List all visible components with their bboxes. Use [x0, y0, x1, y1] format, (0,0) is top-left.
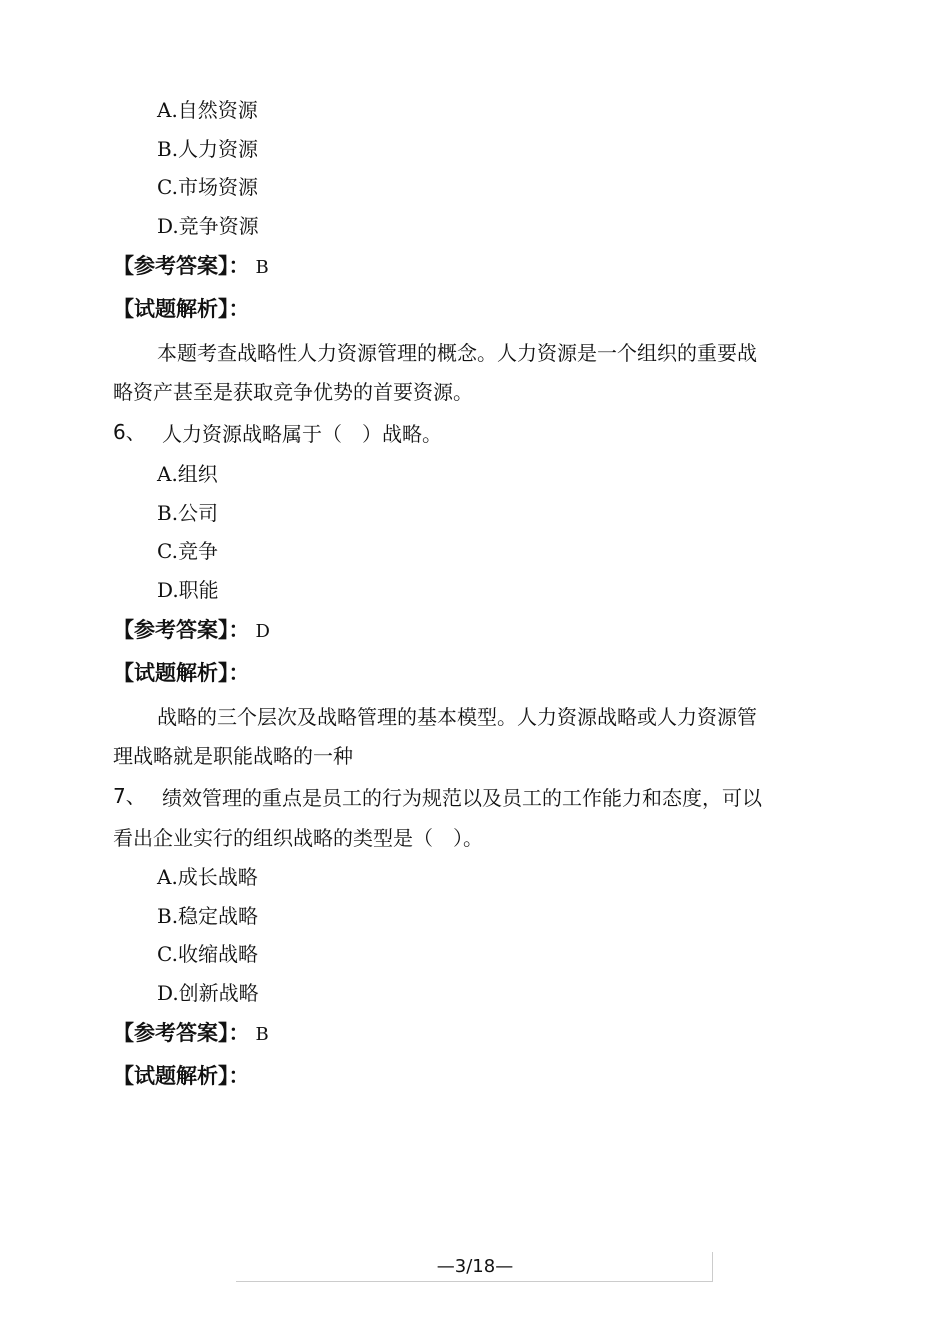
- q7-analysis-label: 【试题解析】：: [113, 1064, 250, 1088]
- q6-analysis-line-2: 理战略就是职能战略的一种: [113, 744, 353, 768]
- page-number: —3/18—: [436, 1256, 514, 1277]
- q6-option-b: B.公司: [157, 501, 219, 525]
- footer-divider: [236, 1281, 713, 1282]
- q6-option-a: A.组织: [157, 462, 218, 486]
- q5-answer-row: [113, 254, 269, 280]
- q5-answer-value: B: [255, 257, 269, 278]
- q6-option-d: D.职能: [157, 578, 219, 602]
- q5-answer-label: 【参考答案】：: [113, 254, 250, 278]
- q7-answer-value: B: [255, 1024, 269, 1045]
- q5-analysis-line-1: 本题考查战略性人力资源管理的概念。人力资源是一个组织的重要战: [157, 341, 757, 365]
- q5-option-a: A.自然资源: [157, 98, 258, 122]
- q7-option-a: A.成长战略: [157, 865, 258, 889]
- q7-question-line-1: 绩效管理的重点是员工的行为规范以及员工的工作能力和态度，可以: [162, 786, 762, 810]
- q6-option-c: C.竞争: [157, 539, 218, 563]
- footer-vertical-divider: [712, 1252, 713, 1282]
- q6-analysis-label: 【试题解析】：: [113, 661, 250, 685]
- q6-question: 人力资源战略属于（ ）战略。: [162, 422, 442, 446]
- q7-answer-label: 【参考答案】：: [113, 1021, 250, 1045]
- q7-option-c: C.收缩战略: [157, 942, 258, 966]
- q5-analysis-label: 【试题解析】：: [113, 297, 250, 321]
- q7-answer-row: [113, 1021, 269, 1047]
- q7-option-b: B.稳定战略: [157, 904, 259, 928]
- q5-analysis-line-2: 略资产甚至是获取竞争优势的首要资源。: [113, 380, 473, 404]
- q6-answer-label: 【参考答案】：: [113, 618, 250, 642]
- q6-answer-row: [113, 618, 270, 644]
- q6-answer-value: D: [255, 621, 270, 642]
- q5-option-b: B.人力资源: [157, 137, 259, 161]
- q5-option-d: D.竞争资源: [157, 214, 259, 238]
- q6-analysis-line-1: 战略的三个层次及战略管理的基本模型。人力资源战略或人力资源管: [157, 705, 757, 729]
- q7-number: 7、: [113, 784, 146, 808]
- q7-option-d: D.创新战略: [157, 981, 259, 1005]
- q5-option-c: C.市场资源: [157, 175, 258, 199]
- q7-question-line-2: 看出企业实行的组织战略的类型是（ ）。: [113, 826, 483, 850]
- q6-number: 6、: [113, 420, 146, 444]
